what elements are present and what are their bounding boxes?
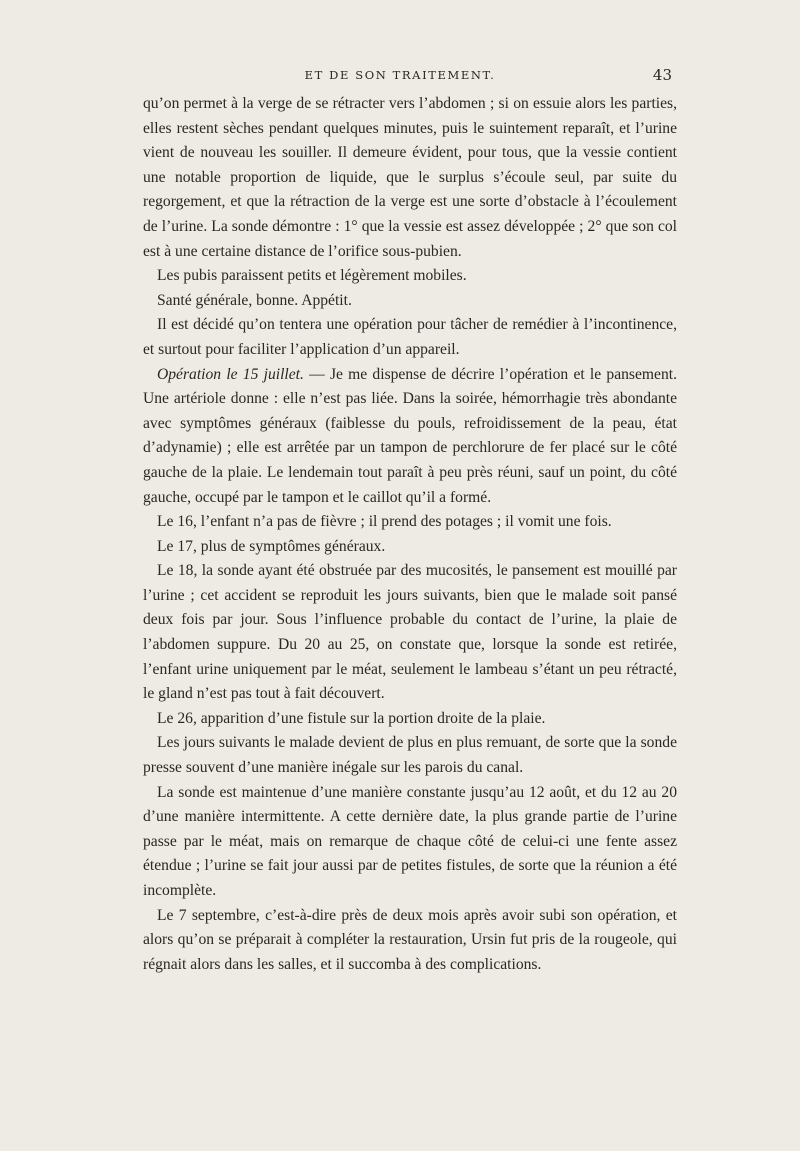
paragraph: Le 18, la sonde ayant été obstruée par des mucosités, le pansement est mouillé par l’urine ; cet accident se reproduit les jours suivants, bien que le malade soit pansé deux fois par jour. Sous l’influence probable du contact de l’urine, la plaie de l’abdomen suppure. Du 20 au 25, on constate que, lorsque la sonde est retirée, l’enfant urine uniquement par le méat, seulement le lambeau s’étant un peu rétracté, le gland n’est pas tout à fait découvert.: [143, 562, 677, 703]
running-head: [140, 64, 672, 86]
paragraph-text: — Je me dispense de décrire l’opération et le pansement. Une artériole donne : elle n’est pas liée. Dans la soirée, hémorrhagie très abondante avec symptômes généraux (faiblesse du pouls, refroidissement de la peau, état d’adynamie) ; elle est arrêtée par un tampon de perchlorure de fer placé sur le côté gauche de la plaie. Le lendemain tout paraît à peu près réuni, sauf un point, du côté gauche, occupé par le tampon et le caillot qu’il a formé.: [143, 365, 677, 506]
paragraph-lead: Opération le 15 juillet.: [157, 365, 304, 383]
paragraph: Les pubis paraissent petits et légèrement mobiles.: [157, 267, 467, 285]
paragraph: Le 16, l’enfant n’a pas de fièvre ; il prend des potages ; il vomit une fois.: [157, 513, 612, 531]
paragraph: La sonde est maintenue d’une manière constante jusqu’au 12 août, et du 12 au 20 d’une manière intermittente. A cette dernière date, la plus grande partie de l’urine passe par le méat, mais on remarque de chaque côté de celui-ci une fente assez étendue ; l’urine se fait jour aussi par de petites fistules, de sorte que la réunion a été incomplète.: [143, 783, 677, 899]
running-title: ET DE SON TRAITEMENT.: [304, 68, 496, 82]
paragraph: Le 7 septembre, c’est-à-dire près de deux mois après avoir subi son opération, et alors qu’on se préparait à compléter la restauration, Ursin fut pris de la rougeole, qui régnait alors dans les salles, et il succomba à des complications.: [143, 906, 677, 973]
page-number: 43: [652, 66, 672, 84]
paragraph: qu’on permet à la verge de se rétracter vers l’abdomen ; si on essuie alors les parties, elles restent sèches pendant quelques minutes, puis le suintement reparaît, et l’urine vient de nouveau les souiller. Il demeure évident, pour tous, que la vessie contient une notable proportion de liquide, que le surplus s’écoule seul, par suite du regorgement, et que la rétraction de la verge est une sorte d’obstacle à l’écoulement de l’urine. La sonde démontre : 1° que la vessie est assez développée ; 2° que son col est à une certaine distance de l’orifice sous-pubien.: [143, 95, 677, 260]
body-text: [143, 92, 677, 977]
paragraph: Santé générale, bonne. Appétit.: [157, 291, 352, 309]
paragraph: Le 17, plus de symptômes généraux.: [157, 537, 386, 555]
paragraph: Les jours suivants le malade devient de plus en plus remuant, de sorte que la sonde presse souvent d’une manière inégale sur les parois du canal.: [143, 734, 677, 777]
paragraph: [143, 363, 677, 511]
paragraph: Il est décidé qu’on tentera une opération pour tâcher de remédier à l’incontinence, et surtout pour faciliter l’application d’un appareil.: [143, 316, 677, 358]
paragraph: Le 26, apparition d’une fistule sur la portion droite de la plaie.: [157, 709, 546, 727]
